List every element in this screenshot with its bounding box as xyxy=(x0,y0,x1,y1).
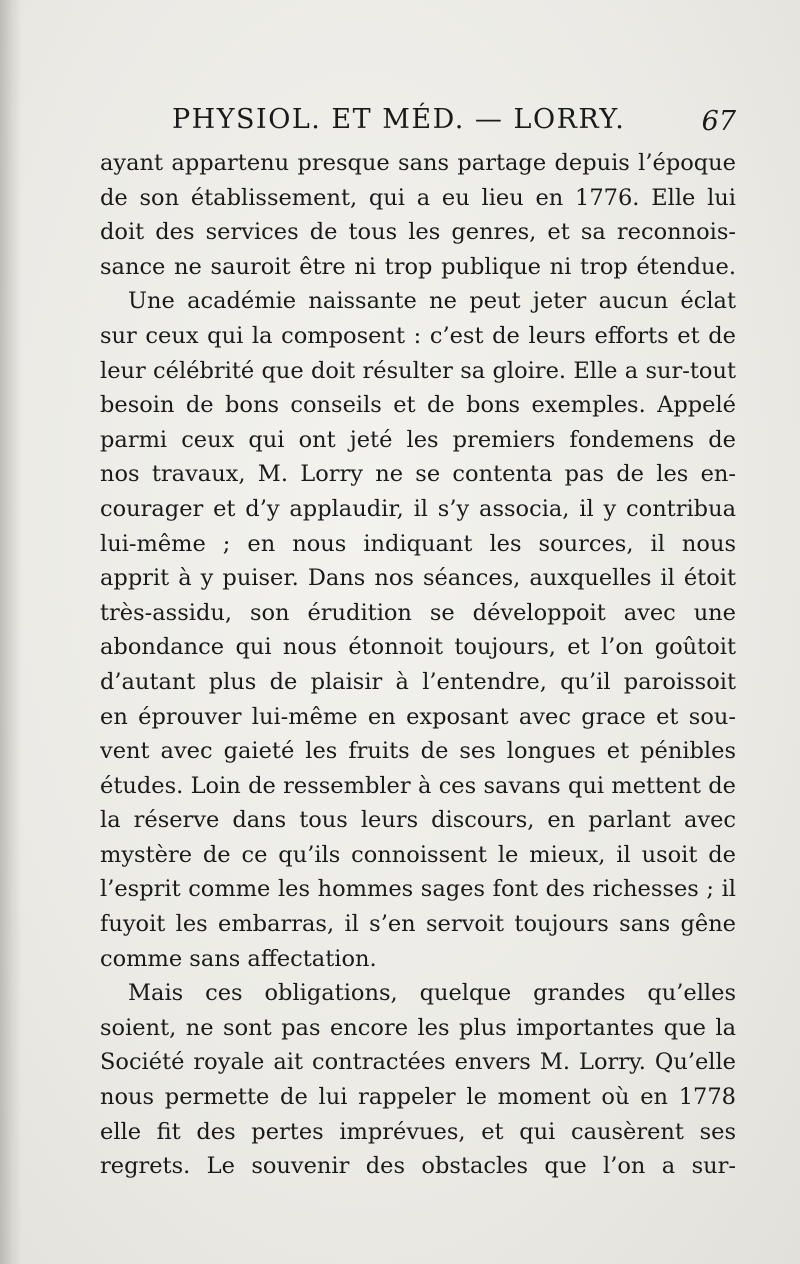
text-line: la réserve dans tous leurs discours, en parlant avec xyxy=(100,807,736,834)
text-line: fuyoit les embarras, il s’en servoit toujours sans gêne xyxy=(100,911,736,938)
text-line: en éprouver lui-même en exposant avec grace et sou- xyxy=(100,703,736,730)
text-line: Société royale ait contractées envers M. Lorry. Qu’elle xyxy=(100,1049,736,1076)
paragraph-first-line: Une académie naissante ne peut jeter aucun éclat xyxy=(128,288,736,315)
text-line: de son établissement, qui a eu lieu en 1776. Elle lui xyxy=(100,184,736,211)
text-line: très-assidu, son érudition se développoit avec une xyxy=(100,599,736,626)
text-line: lui-même ; en nous indiquant les sources, il nous xyxy=(100,530,736,557)
text-line: soient, ne sont pas encore les plus importantes que la xyxy=(100,1014,736,1041)
page-header xyxy=(100,104,740,144)
text-line: vent avec gaieté les fruits de ses longues et pénibles xyxy=(100,738,736,765)
text-line: regrets. Le souvenir des obstacles que l’on a sur- xyxy=(100,1153,736,1180)
running-head: PHYSIOL. ET MÉD. — LORRY. xyxy=(172,104,626,135)
paragraph-last-line: comme sans affectation. xyxy=(100,945,377,972)
text-line: sance ne sauroit être ni trop publique ni trop étendue. xyxy=(100,253,736,280)
binding-shadow xyxy=(0,0,22,1264)
text-line: sur ceux qui la composent : c’est de leurs efforts et de xyxy=(100,322,736,349)
text-line: nos travaux, M. Lorry ne se contenta pas de les en- xyxy=(100,461,736,488)
text-line: doit des services de tous les genres, et sa reconnois- xyxy=(100,219,736,246)
paragraph-first-line: Mais ces obligations, quelque grandes qu’elles xyxy=(128,980,736,1007)
body-text xyxy=(100,146,736,1184)
text-line: l’esprit comme les hommes sages font des richesses ; il xyxy=(100,876,736,903)
text-line: besoin de bons conseils et de bons exemples. Appelé xyxy=(100,392,736,419)
text-line: nous permette de lui rappeler le moment où en 1778 xyxy=(100,1084,736,1111)
text-line: leur célébrité que doit résulter sa gloire. Elle a sur-tout xyxy=(100,357,736,384)
text-line: mystère de ce qu’ils connoissent le mieux, il usoit de xyxy=(100,841,736,868)
text-line: parmi ceux qui ont jeté les premiers fondemens de xyxy=(100,426,736,453)
page-number: 67 xyxy=(701,106,736,137)
text-line: apprit à y puiser. Dans nos séances, auxquelles il étoit xyxy=(100,565,736,592)
text-line: abondance qui nous étonnoit toujours, et l’on goûtoit xyxy=(100,634,736,661)
text-line: d’autant plus de plaisir à l’entendre, qu’il paroissoit xyxy=(100,668,736,695)
text-line: elle fit des pertes imprévues, et qui causèrent ses xyxy=(100,1118,736,1145)
text-line: ayant appartenu presque sans partage depuis l’époque xyxy=(100,150,736,176)
text-line: études. Loin de ressembler à ces savans qui mettent de xyxy=(100,772,736,799)
text-line: courager et d’y applaudir, il s’y associa, il y contribua xyxy=(100,495,736,522)
